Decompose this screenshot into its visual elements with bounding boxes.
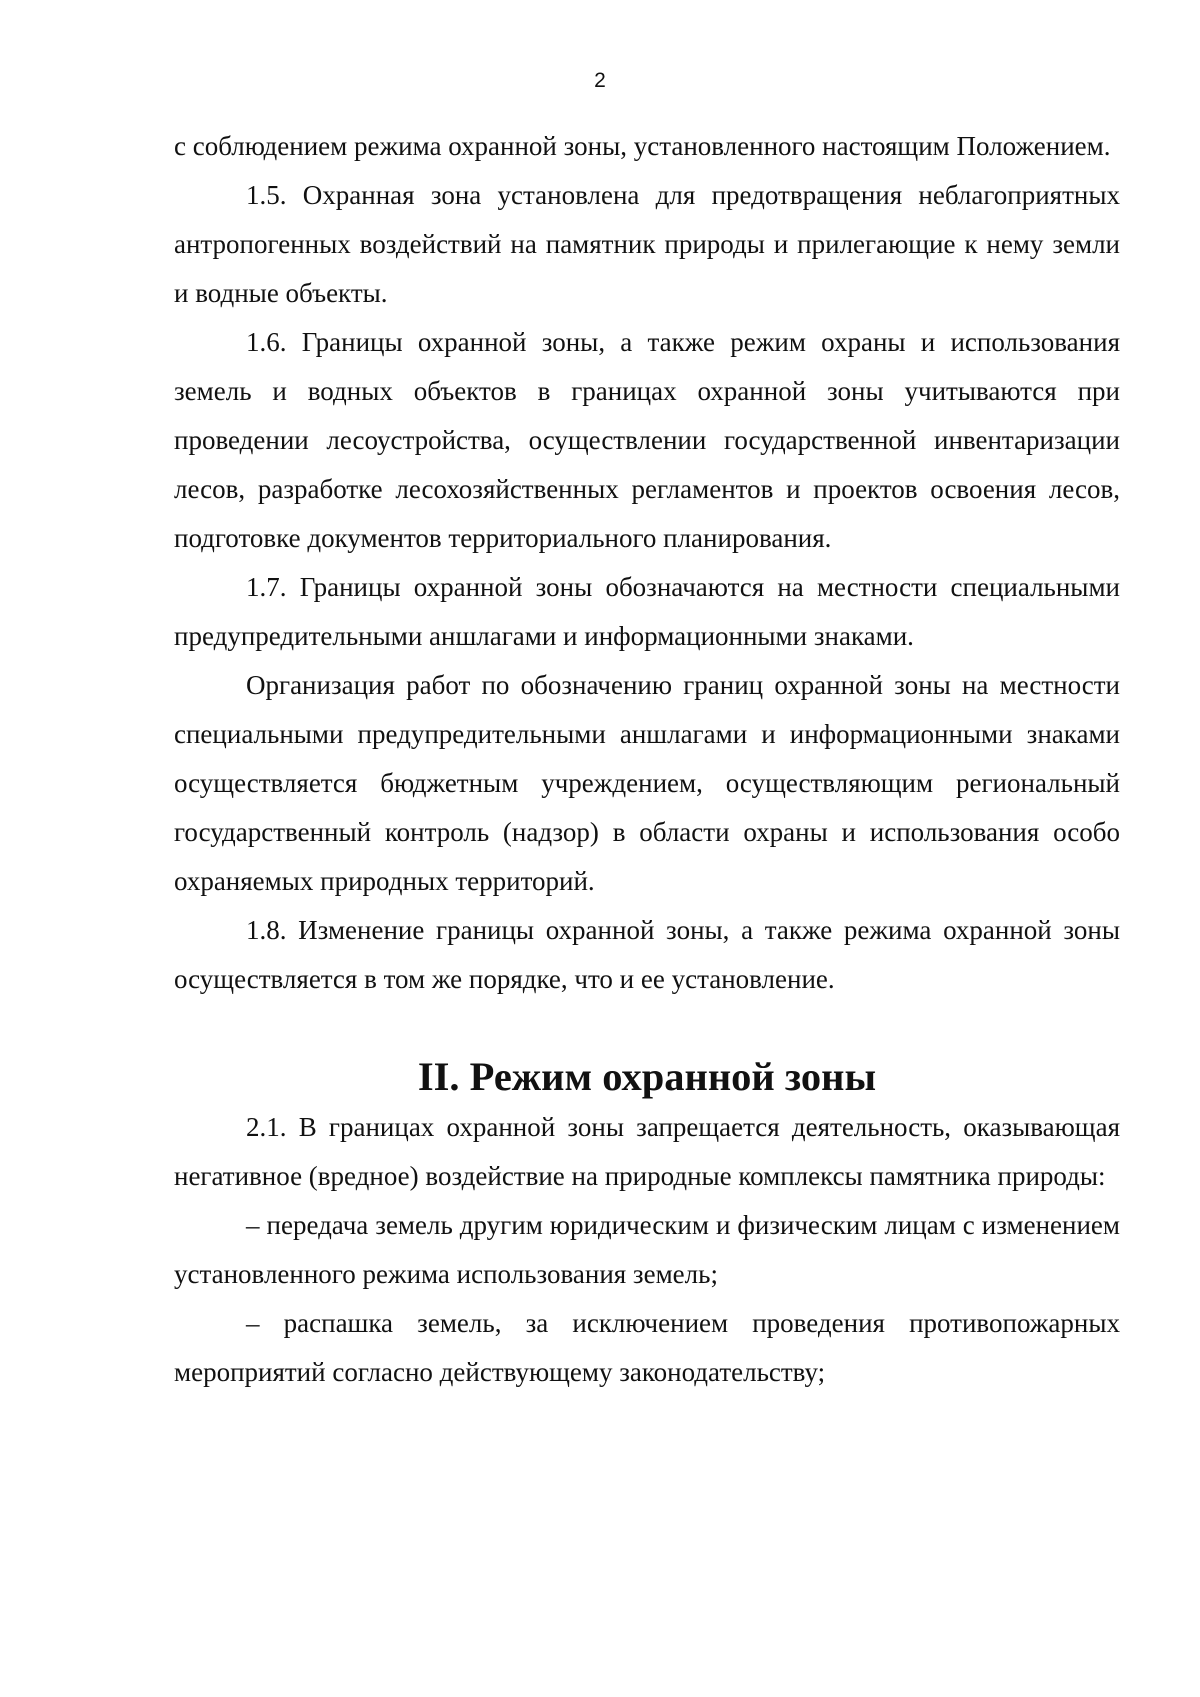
paragraph-continuation: с соблюдением режима охранной зоны, установленного настоящим Положением. [174, 131, 1111, 161]
section-heading: II. Режим охранной зоны [417, 1054, 877, 1099]
paragraph-1-8: 1.8. Изменение границы охранной зоны, а также режима охранной зоны осуществляется в том же порядке, что и ее установление. [174, 915, 1120, 994]
paragraph-2-1: 2.1. В границах охранной зоны запрещается деятельность, оказывающая негативное (вредное) воздействие на природные комплексы памятника природы: [174, 1112, 1120, 1191]
page-number: 2 [594, 69, 606, 92]
paragraph-1-5: 1.5. Охранная зона установлена для предотвращения неблагоприятных антропогенных воздействий на памятник природы и прилегающие к нему земли и водные объекты. [174, 180, 1120, 308]
paragraph-1-6: 1.6. Границы охранной зоны, а также режим охраны и использования земель и водных объектов в границах охранной зоны учитываются при проведении лесоустройства, осуществлении государственной инвентаризации лесов, разработке лесохозяйственных регламентов и проектов освоения лесов, подготовке документов территориального планирования. [174, 327, 1120, 553]
document-body [174, 122, 1120, 1397]
list-item-plowing: – распашка земель, за исключением проведения противопожарных мероприятий согласно действующему законодательству; [174, 1308, 1120, 1387]
list-item-land-transfer: – передача земель другим юридическим и физическим лицам с изменением установленного режима использования земель; [174, 1210, 1120, 1289]
paragraph-organization: Организация работ по обозначению границ охранной зоны на местности специальными предупредительными аншлагами и информационными знаками осуществляется бюджетным учреждением, осуществляющим региональный государственный контроль (надзор) в области охраны и использования особо охраняемых природных территорий. [174, 670, 1120, 896]
paragraph-1-7: 1.7. Границы охранной зоны обозначаются на местности специальными предупредительными аншлагами и информационными знаками. [174, 572, 1120, 651]
